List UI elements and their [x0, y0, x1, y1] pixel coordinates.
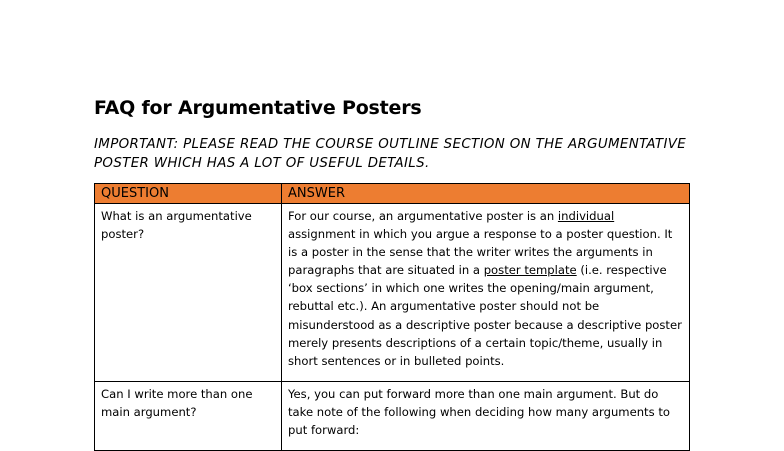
answer-cell — [282, 381, 690, 450]
table-row — [95, 204, 690, 382]
question-cell: What is an argumentative poster? — [95, 204, 282, 382]
faq-table — [94, 183, 690, 451]
answer-text: assignment in which you argue a response to a poster question. It is a poster in the sense that the writer writes the arguments in paragraphs that are situated in a — [288, 227, 673, 278]
table-header-row — [95, 184, 690, 204]
question-header: QUESTION — [95, 184, 282, 204]
question-cell: Can I write more than one main argument? — [95, 381, 282, 450]
page-title: FAQ for Argumentative Posters — [94, 97, 422, 119]
answer-text: (i.e. respective ‘box sections’ in which one writes the opening/main argument, rebuttal etc.). An argumentative poster should not be misunderstood as a descriptive poster because a descriptive poster merely presents descriptions of a certain topic/theme, usually in short sentences or in bulleted points. — [288, 263, 682, 368]
underlined-term: poster template — [483, 263, 577, 278]
table-row — [95, 381, 690, 450]
answer-header: ANSWER — [282, 184, 690, 204]
important-note: IMPORTANT: PLEASE READ THE COURSE OUTLINE SECTION ON THE ARGUMENTATIVE POSTER WHICH HAS A LOT OF USEFUL DETAILS. — [94, 137, 687, 171]
answer-cell — [282, 204, 690, 382]
answer-text: For our course, an argumentative poster is an — [288, 209, 558, 223]
answer-text: Yes, you can put forward more than one main argument. But do take note of the following when deciding how many arguments to put forward: — [288, 386, 670, 438]
underlined-term: individual — [557, 209, 615, 223]
